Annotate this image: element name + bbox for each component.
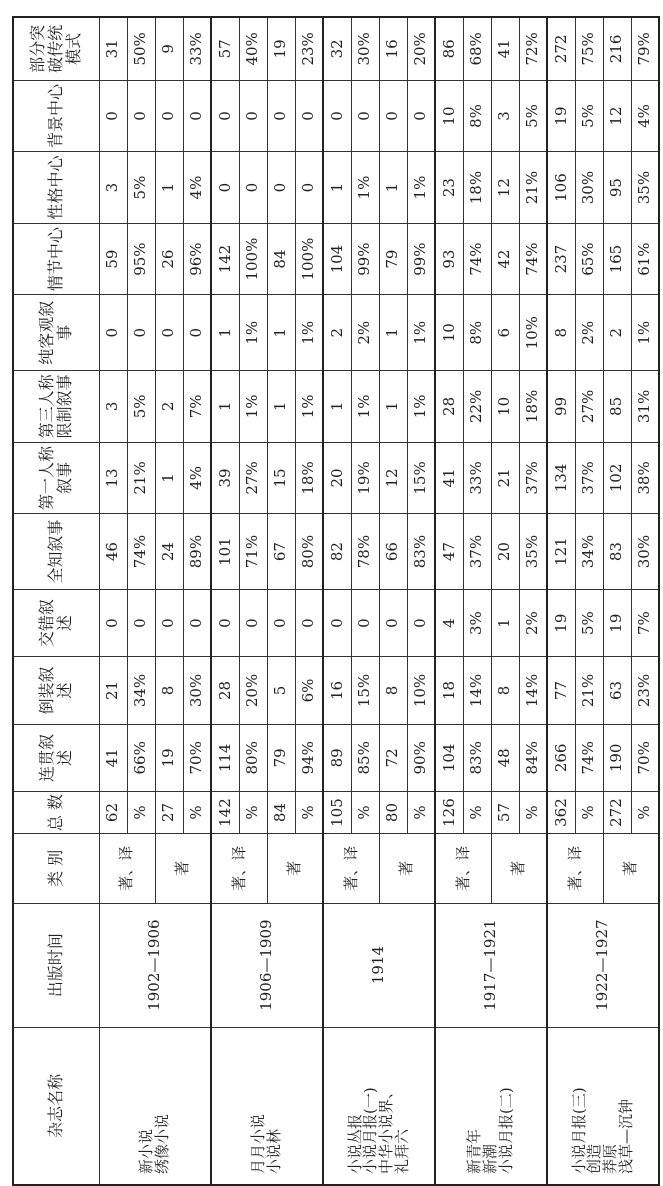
value-cell: 15% <box>407 442 435 514</box>
value-cell: 90% <box>407 724 435 791</box>
table-row <box>99 17 127 1185</box>
value-cell: 19 <box>547 589 575 656</box>
value-cell: 1 <box>267 371 295 443</box>
column-header: 部分突破传统模式 <box>13 17 99 80</box>
value-cell: 74% <box>519 223 547 295</box>
value-cell: 4% <box>183 152 211 224</box>
value-cell: 0 <box>323 80 351 152</box>
value-cell: 1 <box>211 295 239 371</box>
value-cell: 1% <box>239 371 267 443</box>
value-cell: 30% <box>575 152 603 224</box>
value-cell: 5% <box>127 152 155 224</box>
value-cell: 1% <box>239 295 267 371</box>
magazine-name: 小说丛报 <box>345 1113 364 1174</box>
value-cell: 38% <box>631 442 659 514</box>
value-cell: 99% <box>407 223 435 295</box>
column-header: 总 数 <box>13 792 99 834</box>
column-header: 倒装叙述 <box>13 657 99 724</box>
category: 著 <box>267 834 323 903</box>
value-cell: 32 <box>323 17 351 80</box>
category: 著、译 <box>547 834 603 903</box>
column-header: 类 别 <box>13 834 99 903</box>
value-cell: 48 <box>491 724 519 791</box>
value-cell: 8% <box>463 295 491 371</box>
value-cell: 42 <box>491 223 519 295</box>
magazine-names <box>435 1027 547 1185</box>
magazine-names <box>547 1027 659 1185</box>
value-cell: 6 <box>491 295 519 371</box>
value-cell: 85 <box>603 371 631 443</box>
value-cell: 10 <box>435 80 463 152</box>
value-cell: 63 <box>603 657 631 724</box>
value-cell: 10% <box>519 295 547 371</box>
value-cell: 82 <box>323 514 351 590</box>
magazine-name: 新小说 <box>137 1128 155 1174</box>
value-cell: 19 <box>155 724 183 791</box>
value-cell: 30% <box>351 17 379 80</box>
value-cell: 0 <box>183 80 211 152</box>
value-cell: 20 <box>491 514 519 590</box>
value-cell: 37% <box>575 442 603 514</box>
category: 著 <box>491 834 547 903</box>
column-header: 交错叙述 <box>13 589 99 656</box>
magazine-name: 小说月报(二) <box>496 1087 515 1174</box>
value-cell: 23 <box>435 152 463 224</box>
value-cell: 27% <box>239 442 267 514</box>
category: 著、译 <box>435 834 491 903</box>
total-cell: % <box>127 792 155 834</box>
value-cell: 0 <box>407 80 435 152</box>
value-cell: 23% <box>295 17 323 80</box>
value-cell: 5% <box>127 371 155 443</box>
value-cell: 34% <box>127 657 155 724</box>
value-cell: 1 <box>155 152 183 224</box>
value-cell: 16 <box>323 657 351 724</box>
value-cell: 1% <box>631 295 659 371</box>
value-cell: 7% <box>631 589 659 656</box>
value-cell: 27% <box>575 371 603 443</box>
value-cell: 2% <box>575 295 603 371</box>
column-header: 纯客观叙事 <box>13 295 99 371</box>
value-cell: 8 <box>491 657 519 724</box>
value-cell: 57 <box>211 17 239 80</box>
value-cell: 67 <box>267 514 295 590</box>
value-cell: 85% <box>351 724 379 791</box>
value-cell: 3% <box>463 589 491 656</box>
value-cell: 79% <box>631 17 659 80</box>
total-cell: 126 <box>435 792 463 834</box>
value-cell: 1 <box>211 371 239 443</box>
total-cell: 105 <box>323 792 351 834</box>
magazine-name: 绣像小说 <box>152 1113 171 1174</box>
value-cell: 8 <box>547 295 575 371</box>
value-cell: 72 <box>379 724 407 791</box>
value-cell: 272 <box>547 17 575 80</box>
value-cell: 41 <box>435 442 463 514</box>
value-cell: 1% <box>351 371 379 443</box>
total-cell: % <box>183 792 211 834</box>
value-cell: 14% <box>463 657 491 724</box>
value-cell: 121 <box>547 514 575 590</box>
value-cell: 95 <box>603 152 631 224</box>
value-cell: 5% <box>519 80 547 152</box>
value-cell: 0 <box>351 80 379 152</box>
value-cell: 165 <box>603 223 631 295</box>
value-cell: 71% <box>239 514 267 590</box>
value-cell: 0 <box>239 80 267 152</box>
total-cell: 27 <box>155 792 183 834</box>
value-cell: 1% <box>295 295 323 371</box>
value-cell: 21 <box>491 442 519 514</box>
magazine-names <box>211 1027 323 1185</box>
column-header: 性格中心 <box>13 152 99 224</box>
value-cell: 104 <box>435 724 463 791</box>
column-header: 出版时间 <box>13 903 99 1027</box>
value-cell: 0 <box>267 589 295 656</box>
value-cell: 35% <box>631 152 659 224</box>
table-row <box>435 17 463 1185</box>
value-cell: 83% <box>407 514 435 590</box>
value-cell: 30% <box>183 657 211 724</box>
value-cell: 21% <box>575 657 603 724</box>
column-header: 情节中心 <box>13 223 99 295</box>
value-cell: 34% <box>575 514 603 590</box>
value-cell: 1 <box>379 152 407 224</box>
total-cell: 272 <box>603 792 631 834</box>
value-cell: 1 <box>323 371 351 443</box>
value-cell: 0 <box>99 80 127 152</box>
value-cell: 0 <box>127 80 155 152</box>
header-row <box>13 17 99 1185</box>
value-cell: 9 <box>155 17 183 80</box>
value-cell: 80% <box>295 514 323 590</box>
value-cell: 0 <box>211 80 239 152</box>
value-cell: 37% <box>519 442 547 514</box>
magazine-names <box>99 1027 211 1185</box>
value-cell: 83 <box>603 514 631 590</box>
value-cell: 1% <box>351 152 379 224</box>
magazine-name: 新青年 <box>465 1128 484 1174</box>
value-cell: 19 <box>547 80 575 152</box>
total-cell: 84 <box>267 792 295 834</box>
total-cell: % <box>631 792 659 834</box>
value-cell: 83% <box>463 724 491 791</box>
value-cell: 86 <box>435 17 463 80</box>
column-header: 背景中心 <box>13 80 99 152</box>
value-cell: 74% <box>575 724 603 791</box>
value-cell: 19% <box>351 442 379 514</box>
value-cell: 0 <box>155 295 183 371</box>
value-cell: 1 <box>155 442 183 514</box>
value-cell: 15% <box>351 657 379 724</box>
value-cell: 31% <box>631 371 659 443</box>
value-cell: 2% <box>351 295 379 371</box>
value-cell: 10 <box>435 295 463 371</box>
value-cell: 66 <box>379 514 407 590</box>
value-cell: 12 <box>491 152 519 224</box>
value-cell: 19 <box>603 589 631 656</box>
value-cell: 40% <box>239 17 267 80</box>
value-cell: 75% <box>575 17 603 80</box>
value-cell: 94% <box>295 724 323 791</box>
column-header: 连贯叙述 <box>13 724 99 791</box>
value-cell: 21% <box>519 152 547 224</box>
value-cell: 1 <box>491 589 519 656</box>
value-cell: 33% <box>183 17 211 80</box>
total-cell: 80 <box>379 792 407 834</box>
value-cell: 100% <box>239 223 267 295</box>
value-cell: 66% <box>127 724 155 791</box>
total-cell: % <box>295 792 323 834</box>
value-cell: 18% <box>463 152 491 224</box>
value-cell: 104 <box>323 223 351 295</box>
value-cell: 74% <box>463 223 491 295</box>
total-cell: 142 <box>211 792 239 834</box>
value-cell: 89 <box>323 724 351 791</box>
magazine-name: 小说林 <box>265 1128 283 1174</box>
value-cell: 5% <box>575 80 603 152</box>
category: 著、译 <box>99 834 155 903</box>
value-cell: 23% <box>631 657 659 724</box>
value-cell: 12 <box>603 80 631 152</box>
value-cell: 37% <box>463 514 491 590</box>
value-cell: 20% <box>407 17 435 80</box>
value-cell: 93 <box>435 223 463 295</box>
value-cell: 41 <box>491 17 519 80</box>
value-cell: 102 <box>603 442 631 514</box>
rotated-table-wrapper <box>12 16 652 1186</box>
value-cell: 0 <box>183 589 211 656</box>
magazine-name: 小说月报(一) <box>361 1087 380 1174</box>
value-cell: 0 <box>295 80 323 152</box>
value-cell: 84 <box>267 223 295 295</box>
total-cell: % <box>519 792 547 834</box>
value-cell: 80% <box>239 724 267 791</box>
value-cell: 95% <box>127 223 155 295</box>
publication-time: 1906—1909 <box>211 903 323 1027</box>
value-cell: 3 <box>99 152 127 224</box>
publication-time: 1914 <box>323 903 435 1027</box>
value-cell: 59 <box>99 223 127 295</box>
value-cell: 31 <box>99 17 127 80</box>
value-cell: 22% <box>463 371 491 443</box>
value-cell: 0 <box>99 295 127 371</box>
value-cell: 21% <box>127 442 155 514</box>
value-cell: 1 <box>379 371 407 443</box>
table-row <box>547 17 575 1185</box>
total-cell: 57 <box>491 792 519 834</box>
value-cell: 0 <box>239 152 267 224</box>
value-cell: 14% <box>519 657 547 724</box>
value-cell: 46 <box>99 514 127 590</box>
value-cell: 70% <box>631 724 659 791</box>
value-cell: 50% <box>127 17 155 80</box>
value-cell: 33% <box>463 442 491 514</box>
value-cell: 101 <box>211 514 239 590</box>
total-cell: 362 <box>547 792 575 834</box>
value-cell: 1 <box>323 152 351 224</box>
value-cell: 28 <box>211 657 239 724</box>
category: 著 <box>155 834 211 903</box>
value-cell: 0 <box>211 152 239 224</box>
column-header: 第一人称叙事 <box>13 442 99 514</box>
value-cell: 8% <box>463 80 491 152</box>
total-cell: % <box>407 792 435 834</box>
table-row <box>211 17 239 1185</box>
value-cell: 114 <box>211 724 239 791</box>
magazine-name: 小说月报(三) <box>569 1087 588 1174</box>
value-cell: 10 <box>491 371 519 443</box>
value-cell: 68% <box>463 17 491 80</box>
value-cell: 0 <box>407 589 435 656</box>
value-cell: 106 <box>547 152 575 224</box>
value-cell: 0 <box>295 589 323 656</box>
value-cell: 216 <box>603 17 631 80</box>
value-cell: 1 <box>267 295 295 371</box>
magazine-name: 浅草—沉钟 <box>616 1098 635 1174</box>
magazine-names <box>323 1027 435 1185</box>
value-cell: 13 <box>99 442 127 514</box>
value-cell: 5% <box>575 589 603 656</box>
value-cell: 190 <box>603 724 631 791</box>
value-cell: 0 <box>155 80 183 152</box>
value-cell: 12 <box>379 442 407 514</box>
value-cell: 10% <box>407 657 435 724</box>
category: 著 <box>379 834 435 903</box>
value-cell: 18% <box>295 442 323 514</box>
value-cell: 96% <box>183 223 211 295</box>
magazine-name: 创造 <box>585 1143 604 1174</box>
value-cell: 21 <box>99 657 127 724</box>
value-cell: 100% <box>295 223 323 295</box>
value-cell: 0 <box>379 589 407 656</box>
value-cell: 0 <box>267 80 295 152</box>
value-cell: 70% <box>183 724 211 791</box>
value-cell: 18% <box>519 371 547 443</box>
value-cell: 266 <box>547 724 575 791</box>
value-cell: 134 <box>547 442 575 514</box>
value-cell: 89% <box>183 514 211 590</box>
value-cell: 1% <box>407 295 435 371</box>
magazine-name: 月月小说 <box>249 1113 268 1174</box>
value-cell: 26 <box>155 223 183 295</box>
value-cell: 2 <box>603 295 631 371</box>
value-cell: 84% <box>519 724 547 791</box>
value-cell: 1% <box>407 371 435 443</box>
magazine-name: 新潮 <box>481 1143 500 1174</box>
value-cell: 0 <box>351 589 379 656</box>
value-cell: 8 <box>155 657 183 724</box>
value-cell: 78% <box>351 514 379 590</box>
total-cell: % <box>239 792 267 834</box>
value-cell: 19 <box>267 17 295 80</box>
category: 著 <box>603 834 659 903</box>
value-cell: 0 <box>155 589 183 656</box>
value-cell: 237 <box>547 223 575 295</box>
value-cell: 1% <box>295 371 323 443</box>
value-cell: 47 <box>435 514 463 590</box>
value-cell: 0 <box>127 589 155 656</box>
table-row <box>323 17 351 1185</box>
value-cell: 41 <box>99 724 127 791</box>
total-cell: 62 <box>99 792 127 834</box>
value-cell: 0 <box>99 589 127 656</box>
value-cell: 99 <box>547 371 575 443</box>
value-cell: 2 <box>323 295 351 371</box>
value-cell: 0 <box>295 152 323 224</box>
value-cell: 24 <box>155 514 183 590</box>
value-cell: 5 <box>267 657 295 724</box>
value-cell: 0 <box>127 295 155 371</box>
total-cell: % <box>463 792 491 834</box>
value-cell: 99% <box>351 223 379 295</box>
value-cell: 20 <box>323 442 351 514</box>
value-cell: 142 <box>211 223 239 295</box>
value-cell: 4% <box>183 442 211 514</box>
value-cell: 8 <box>379 657 407 724</box>
total-cell: % <box>575 792 603 834</box>
value-cell: 0 <box>183 295 211 371</box>
total-cell: % <box>351 792 379 834</box>
column-header: 全知叙事 <box>13 514 99 590</box>
value-cell: 16 <box>379 17 407 80</box>
value-cell: 0 <box>323 589 351 656</box>
value-cell: 7% <box>183 371 211 443</box>
magazine-name: 礼拜六 <box>392 1128 411 1174</box>
value-cell: 20% <box>239 657 267 724</box>
category: 著、译 <box>323 834 379 903</box>
publication-time: 1917—1921 <box>435 903 547 1027</box>
value-cell: 18 <box>435 657 463 724</box>
value-cell: 4 <box>435 589 463 656</box>
value-cell: 15 <box>267 442 295 514</box>
value-cell: 3 <box>99 371 127 443</box>
value-cell: 1% <box>407 152 435 224</box>
value-cell: 35% <box>519 514 547 590</box>
publication-time: 1902—1906 <box>99 903 211 1027</box>
value-cell: 79 <box>267 724 295 791</box>
value-cell: 72% <box>519 17 547 80</box>
value-cell: 30% <box>631 514 659 590</box>
publication-time: 1922—1927 <box>547 903 659 1027</box>
value-cell: 65% <box>575 223 603 295</box>
value-cell: 39 <box>211 442 239 514</box>
narrative-statistics-table <box>12 16 660 1186</box>
value-cell: 3 <box>491 80 519 152</box>
value-cell: 61% <box>631 223 659 295</box>
value-cell: 79 <box>379 223 407 295</box>
value-cell: 4% <box>631 80 659 152</box>
value-cell: 2% <box>519 589 547 656</box>
value-cell: 0 <box>267 152 295 224</box>
column-header: 杂志名称 <box>13 1027 99 1185</box>
column-header: 第三人称限制叙事 <box>13 371 99 443</box>
value-cell: 2 <box>155 371 183 443</box>
value-cell: 0 <box>379 80 407 152</box>
table-body <box>99 17 659 1185</box>
value-cell: 77 <box>547 657 575 724</box>
value-cell: 6% <box>295 657 323 724</box>
value-cell: 28 <box>435 371 463 443</box>
value-cell: 0 <box>211 589 239 656</box>
magazine-name: 中华小说界、 <box>377 1083 395 1174</box>
value-cell: 74% <box>127 514 155 590</box>
value-cell: 1 <box>379 295 407 371</box>
magazine-name: 莽原 <box>601 1143 619 1174</box>
value-cell: 0 <box>239 589 267 656</box>
category: 著、译 <box>211 834 267 903</box>
